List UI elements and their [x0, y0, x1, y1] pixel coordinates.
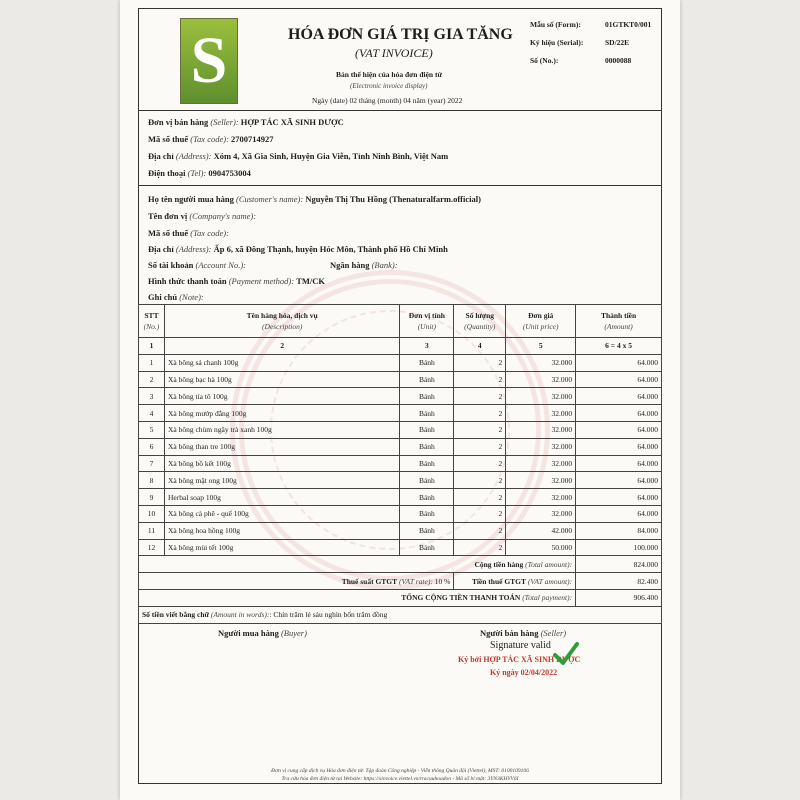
item-qty-cell: 2: [454, 489, 506, 506]
item-no-cell: 12: [139, 539, 165, 556]
item-desc-cell: Xà bông sả chanh 100g: [164, 354, 399, 371]
grand-total-row: [139, 589, 662, 606]
index-cell: 5: [506, 338, 576, 355]
invoice-subtitle: (VAT INVOICE): [355, 46, 433, 60]
item-desc-cell: Xà bông bồ kết 100g: [164, 455, 399, 472]
item-amount-cell: 64.000: [576, 421, 662, 438]
subtotal-value: 824.000: [576, 556, 662, 573]
header-amount: Thành tiền (Amount): [576, 305, 662, 338]
item-amount-cell: 64.000: [576, 489, 662, 506]
item-unit-cell: Bánh: [400, 455, 454, 472]
item-no-cell: 4: [139, 405, 165, 422]
item-no-cell: 2: [139, 371, 165, 388]
item-desc-cell: Xà bông bạc hà 100g: [164, 371, 399, 388]
item-no-cell: 10: [139, 505, 165, 522]
item-unit-cell: Bánh: [400, 388, 454, 405]
subtotal-row: [139, 556, 662, 573]
items-table: [138, 304, 662, 624]
item-unit-cell: Bánh: [400, 354, 454, 371]
signed-date: Ký ngày 02/04/2022: [490, 668, 558, 677]
seller-signature-label: Người bán hàng (Seller): [480, 628, 567, 638]
table-row: [139, 371, 662, 388]
item-price-cell: 32.000: [506, 421, 576, 438]
header-description: Tên hàng hóa, dịch vụ (Description): [164, 305, 399, 338]
buyer-account-row: Số tài khoản (Account No.):: [148, 260, 246, 270]
item-qty-cell: 2: [454, 539, 506, 556]
item-unit-cell: Bánh: [400, 438, 454, 455]
item-amount-cell: 64.000: [576, 388, 662, 405]
item-qty-cell: 2: [454, 472, 506, 489]
item-no-cell: 11: [139, 522, 165, 539]
header-unit-price: Đơn giá (Unit price): [506, 305, 576, 338]
form-label: Mẫu số (Form):: [530, 20, 581, 29]
item-no-cell: 7: [139, 455, 165, 472]
seller-address-row: Địa chỉ (Address): Xóm 4, Xã Gia Sinh, Huyện Gia Viễn, Tỉnh Ninh Bình, Việt Nam: [148, 151, 449, 161]
buyer-address-row: Địa chỉ (Address): Ấp 6, xã Đông Thạnh, huyện Hóc Môn, Thành phố Hồ Chí Minh: [148, 244, 448, 254]
header-quantity: Số lượng (Quantity): [454, 305, 506, 338]
header-no: STT (No.): [139, 305, 165, 338]
item-amount-cell: 64.000: [576, 505, 662, 522]
seller-phone-row: Điện thoại (Tel): 0904753004: [148, 168, 251, 178]
item-amount-cell: 64.000: [576, 371, 662, 388]
item-no-cell: 6: [139, 438, 165, 455]
table-row: [139, 522, 662, 539]
item-amount-cell: 64.000: [576, 438, 662, 455]
number-label: Số (No.):: [530, 56, 559, 65]
item-qty-cell: 2: [454, 354, 506, 371]
column-index-row: [139, 338, 662, 355]
table-row: [139, 354, 662, 371]
buyer-signature-label: Người mua hàng (Buyer): [218, 628, 307, 638]
table-row: [139, 421, 662, 438]
note-row: Ghi chú (Note):: [148, 292, 204, 302]
item-desc-cell: Xà bông than tre 100g: [164, 438, 399, 455]
item-unit-cell: Bánh: [400, 472, 454, 489]
item-amount-cell: 64.000: [576, 354, 662, 371]
item-no-cell: 9: [139, 489, 165, 506]
item-amount-cell: 64.000: [576, 455, 662, 472]
form-value: 01GTKT0/001: [605, 20, 652, 29]
item-unit-cell: Bánh: [400, 505, 454, 522]
item-price-cell: 32.000: [506, 405, 576, 422]
seller-name-row: Đơn vị bán hàng (Seller): HỢP TÁC XÃ SINH DƯỢC: [148, 117, 344, 127]
item-desc-cell: Xà bông hoa hồng 100g: [164, 522, 399, 539]
signature-check-icon: [552, 640, 580, 668]
grand-total-label: TỔNG CỘNG TIỀN THANH TOÁN (Total payment):: [139, 589, 576, 606]
item-price-cell: 32.000: [506, 438, 576, 455]
item-desc-cell: Xà bông chùm ngây trà xanh 100g: [164, 421, 399, 438]
item-desc-cell: Xà bông mướp đắng 100g: [164, 405, 399, 422]
signature-valid: Signature valid: [490, 640, 551, 651]
item-unit-cell: Bánh: [400, 405, 454, 422]
vat-amount-label: Tiền thuế GTGT (VAT amount):: [454, 573, 576, 590]
item-qty-cell: 2: [454, 505, 506, 522]
item-qty-cell: 2: [454, 455, 506, 472]
buyer-name-row: Họ tên người mua hàng (Customer's name): Nguyễn Thị Thu Hồng (Thenaturalfarm.official): [148, 194, 481, 204]
item-qty-cell: 2: [454, 421, 506, 438]
item-price-cell: 32.000: [506, 489, 576, 506]
amount-in-words: Số tiền viết bằng chữ (Amount in words):: Chín trăm lẻ sáu nghìn bốn trăm đồng: [139, 606, 662, 623]
divider: [138, 185, 662, 186]
subtotal-label: Cộng tiền hàng (Total amount):: [139, 556, 576, 573]
logo-letter: S: [190, 24, 228, 97]
index-cell: 2: [164, 338, 399, 355]
item-amount-cell: 84.000: [576, 522, 662, 539]
vat-rate-cell: Thuế suất GTGT (VAT rate): 10 %: [139, 573, 454, 590]
payment-method-row: Hình thức thanh toán (Payment method): TM/CK: [148, 276, 326, 286]
item-price-cell: 32.000: [506, 388, 576, 405]
number-value: 0000088: [605, 56, 632, 65]
item-no-cell: 8: [139, 472, 165, 489]
serial-value: SD/22E: [605, 38, 630, 47]
serial-label: Ký hiệu (Serial):: [530, 38, 584, 47]
item-amount-cell: 100.000: [576, 539, 662, 556]
item-price-cell: 50.000: [506, 539, 576, 556]
item-desc-cell: Xà bông cà phê - quế 100g: [164, 505, 399, 522]
item-unit-cell: Bánh: [400, 371, 454, 388]
item-price-cell: 32.000: [506, 472, 576, 489]
item-price-cell: 32.000: [506, 505, 576, 522]
invoice-date: Ngày (date) 02 tháng (month) 04 năm (year) 2022: [312, 96, 463, 105]
footer-lookup: Tra cứu hóa đơn điện tử tại Website: https://sinvoice.viettel.vn/tracuuhoadon - Mã số bí mật: 3YN3KHYV6I: [281, 776, 519, 782]
divider: [138, 110, 662, 111]
item-qty-cell: 2: [454, 405, 506, 422]
item-qty-cell: 2: [454, 371, 506, 388]
table-row: [139, 505, 662, 522]
buyer-tax-row: Mã số thuế (Tax code):: [148, 228, 229, 238]
index-cell: 1: [139, 338, 165, 355]
item-unit-cell: Bánh: [400, 489, 454, 506]
item-qty-cell: 2: [454, 522, 506, 539]
vat-row: [139, 573, 662, 590]
item-desc-cell: Xà bông tía tô 100g: [164, 388, 399, 405]
display-note: Bản thể hiện của hóa đơn điện tử: [336, 70, 442, 79]
item-no-cell: 3: [139, 388, 165, 405]
buyer-bank-row: Ngân hàng (Bank):: [330, 260, 398, 270]
item-no-cell: 1: [139, 354, 165, 371]
index-cell: 6 = 4 x 5: [576, 338, 662, 355]
item-amount-cell: 64.000: [576, 472, 662, 489]
vat-amount-value: 82.400: [576, 573, 662, 590]
item-desc-cell: Xà bông mật ong 100g: [164, 472, 399, 489]
invoice-title: HÓA ĐƠN GIÁ TRỊ GIA TĂNG: [288, 26, 513, 43]
item-price-cell: 42.000: [506, 522, 576, 539]
grand-total-value: 906.400: [576, 589, 662, 606]
company-logo: [180, 18, 238, 104]
header-unit: Đơn vị tính (Unit): [400, 305, 454, 338]
footer-provider: Đơn vị cung cấp dịch vụ Hóa đơn điện tử: Tập đoàn Công nghiệp - Viễn thông Quân đội (Viettel), MST: 0100109106: [271, 768, 529, 774]
table-row: [139, 438, 662, 455]
item-unit-cell: Bánh: [400, 539, 454, 556]
item-amount-cell: 64.000: [576, 405, 662, 422]
table-row: [139, 472, 662, 489]
item-price-cell: 32.000: [506, 354, 576, 371]
signed-by: Ký bởi HỢP TÁC XÃ SINH DƯỢC: [458, 655, 581, 664]
table-row: [139, 455, 662, 472]
item-no-cell: 5: [139, 421, 165, 438]
table-row: [139, 489, 662, 506]
item-desc-cell: Xà bông mùi tết 100g: [164, 539, 399, 556]
table-row: [139, 388, 662, 405]
table-header-row: [139, 305, 662, 338]
item-desc-cell: Herbal soap 100g: [164, 489, 399, 506]
item-qty-cell: 2: [454, 388, 506, 405]
item-price-cell: 32.000: [506, 455, 576, 472]
table-row: [139, 405, 662, 422]
item-qty-cell: 2: [454, 438, 506, 455]
amount-in-words-row: [139, 606, 662, 623]
item-price-cell: 32.000: [506, 371, 576, 388]
display-note-en: (Electronic invoice display): [350, 82, 428, 90]
table-row: [139, 539, 662, 556]
buyer-company-row: Tên đơn vị (Company's name):: [148, 211, 257, 221]
index-cell: 4: [454, 338, 506, 355]
index-cell: 3: [400, 338, 454, 355]
seller-tax-row: Mã số thuế (Tax code): 2700714927: [148, 134, 274, 144]
item-unit-cell: Bánh: [400, 522, 454, 539]
item-unit-cell: Bánh: [400, 421, 454, 438]
